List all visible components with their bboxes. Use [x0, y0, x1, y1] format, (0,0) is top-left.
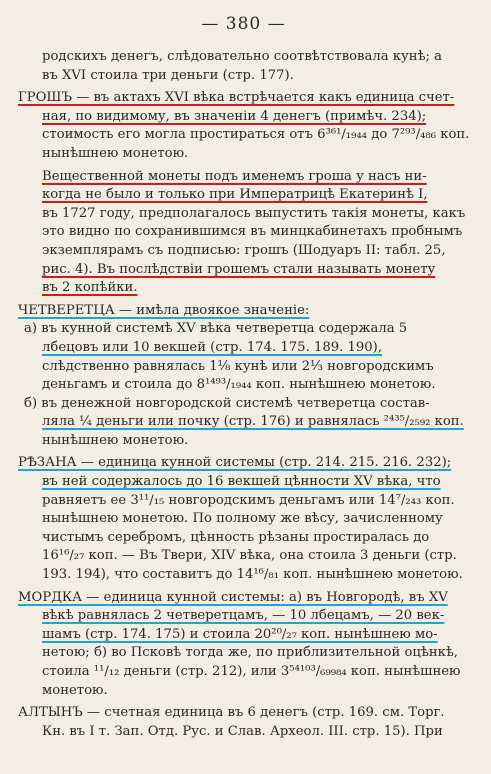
entry-chetveretsa-heading-line: ЧЕТВЕРЕТЦА — имѣла двоякое значеніе: [18, 302, 310, 318]
text-line: Кн. въ I т. Зап. Отд. Рус. и Слав. Археол. III. стр. 15). При [42, 723, 443, 739]
text-line: чистымъ серебромъ, цѣнность рѣзаны простиралась до [42, 529, 430, 545]
text-line: лбецовъ или 10 векшей (стр. 174. 175. 189. 190), [42, 339, 383, 355]
text-line: стоимость его могла простираться отъ 6³⁶¹/₁₉₄₄ до 7²⁹³/₄₈₆ коп. [42, 127, 469, 143]
text-line: шамъ (стр. 174. 175) и стоила 20²⁰/₂₇ коп. нынѣшнею мо- [42, 626, 438, 642]
text-line: нетою; б) во Псковѣ тогда же, по приблизительной оцѣнкѣ, [42, 645, 458, 661]
text-line: 16¹⁶/₂₇ коп. — Въ Твери, XIV вѣка, она стоила 3 деньги (стр. [42, 548, 457, 564]
text-line: деньгамъ и стоила до 8¹⁴⁹³/₁₉₄₄ коп. нынѣшнею монетою. [42, 377, 436, 393]
text-line: Вещественной монеты подъ именемъ гроша у насъ ни- [42, 168, 427, 184]
text-line: въ 2 копѣйки. [42, 280, 138, 296]
entry-altyn-heading-line: АЛТЫНЪ — счетная единица въ 6 денегъ (стр. 169. см. Торг. [18, 705, 445, 721]
text-line: когда не было и только при Императрицѣ Екатеринѣ I, [42, 187, 428, 203]
text-line: вѣкѣ равнялась 2 четверетцамъ, — 10 лбецамъ, — 20 век- [42, 608, 445, 624]
text-line: ная, по видимому, въ значеніи 4 денегъ (примѣч. 234); [42, 108, 427, 124]
text-line: нынѣшнею монетою. [42, 145, 189, 161]
page-number: — 380 — [201, 14, 286, 34]
entry-mordka-heading-line: МОРДКА — единица кунной системы: а) въ Новгородѣ, въ XV [18, 589, 448, 605]
text-line: нынѣшнею монетою. [42, 432, 189, 448]
text-line: родскихъ денегъ, слѣдовательно соотвѣтствовала кунѣ; а [42, 49, 443, 64]
text-line: это видно по сохранившимся въ минцкабинетахъ пробнымъ [42, 224, 463, 240]
text-line: б) въ денежной новгородской системѣ четверетца состав- [24, 395, 430, 411]
entry-rezana-heading-line: РѢЗАНА — единица кунной системы (стр. 214. 215. 216. 232); [18, 455, 452, 471]
text-line: 193. 194), что составитъ до 14¹⁶/₈₁ коп. нынѣшнею монетою. [42, 567, 463, 583]
text-line: монетою. [42, 682, 108, 698]
text-line: рис. 4). Въ послѣдствіи грошемъ стали называть монету [42, 261, 436, 277]
text-line: въ XVI стоила три деньги (стр. 177). [42, 67, 294, 83]
text-line: въ 1727 году, предполагалось выпустить такія монеты, какъ [42, 205, 466, 221]
text-line: равняетъ ее 3¹¹/₁₅ новгородскимъ деньгамъ или 14⁷/₂₄₃ коп. [42, 492, 455, 508]
text-line: нынѣшнею монетою. По полному же вѣсу, зачисленному [42, 511, 443, 527]
text-line: ляла ¼ деньги или почку (стр. 176) и равнялась ²⁴³⁵/₂₅₉₂ коп. [42, 414, 464, 430]
entry-grosh-heading-line: ГРОШЪ — въ актахъ XVI вѣка встрѣчается какъ единица счет- [18, 90, 455, 106]
text-line: стоила ¹¹/₁₂ деньги (стр. 212), или 3⁵⁴¹⁰³/₆₉₉₈₄ коп. нынѣшнею [42, 664, 461, 679]
text-line: въ ней содержалось до 16 векшей цѣнности XV вѣка, что [42, 474, 441, 490]
text-line: экземплярамъ съ подписью: грошъ (Шодуаръ II: табл. 25, [42, 242, 446, 258]
text-line: слѣдственно равнялась 1⅛ кунѣ или 2⅓ новгородскимъ [42, 358, 434, 374]
text-line: а) въ кунной системѣ XV вѣка четверетца содержала 5 [24, 321, 408, 337]
